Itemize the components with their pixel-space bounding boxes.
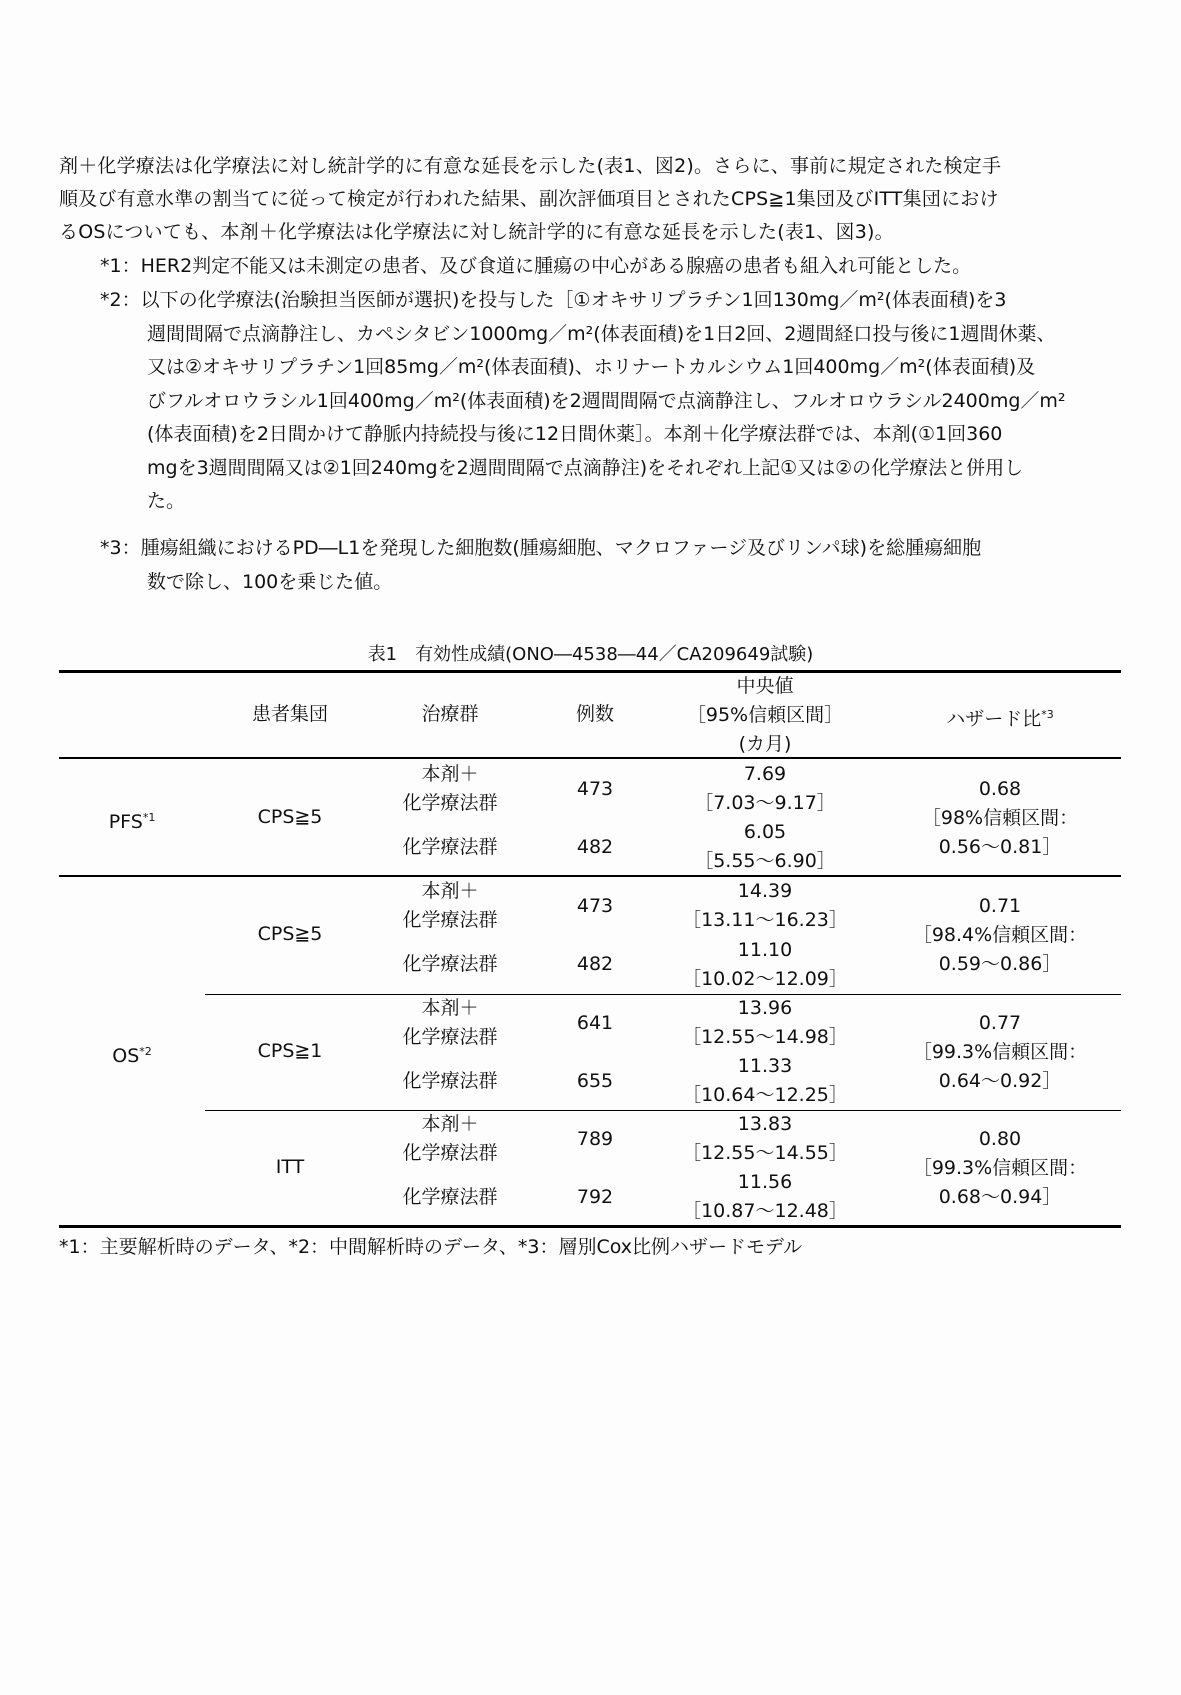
median-ci: ［5.55～6.90］	[694, 850, 836, 872]
n-cell: 655	[576, 1070, 614, 1092]
hr-value: 0.68	[978, 778, 1022, 800]
table-caption: 表1 有効性成績(ONO―4538―44／CA209649試験)	[367, 644, 814, 665]
n-cell: 641	[576, 1012, 614, 1034]
endpoint-label: PFS	[108, 811, 143, 833]
hr-ci: 0.64～0.92］	[938, 1070, 1062, 1092]
header-median-line: (カ月)	[738, 733, 792, 755]
treatment-cell	[375, 994, 525, 1052]
treatment-cell: 化学療法群	[402, 1070, 498, 1092]
note-line: びフルオロウラシル1回400mg／m²(体表面積)を2週間間隔で点滴静注し、フルオロウラシル2400mg／m²	[147, 389, 1066, 412]
hr-ci: 0.59～0.86］	[938, 953, 1062, 975]
median-ci: ［10.02～12.09］	[682, 968, 848, 990]
median-cell	[650, 818, 880, 876]
endpoint-label: OS	[112, 1045, 140, 1067]
note-3	[100, 532, 1123, 599]
treatment-cell	[375, 877, 525, 935]
population-cell: CPS≧1	[257, 1040, 323, 1062]
median-ci: ［7.03～9.17］	[694, 792, 836, 814]
n-cell: 473	[576, 895, 614, 917]
median-value: 7.69	[743, 763, 787, 785]
hr-cell	[880, 1009, 1120, 1096]
note-line: 又は②オキサリプラチン1回85mg／m²(体表面積)、ホリナートカルシウム1回400mg／m²(体表面積)及	[147, 356, 1036, 378]
treatment-line: 化学療法群	[402, 909, 498, 931]
median-cell	[650, 877, 880, 935]
hr-ci-label: ［99.3%信頼区間：	[912, 1157, 1088, 1179]
treatment-line: 本剤＋	[421, 763, 479, 785]
treatment-cell: 化学療法群	[402, 1186, 498, 1208]
median-value: 13.83	[737, 1113, 793, 1135]
median-value: 6.05	[743, 821, 787, 843]
hr-ci: 0.56～0.81］	[938, 836, 1062, 858]
hr-ci-label: ［98%信頼区間：	[921, 807, 1079, 829]
treatment-cell: 化学療法群	[402, 836, 498, 858]
table-bottom-rule	[59, 1225, 1121, 1228]
hr-cell	[880, 892, 1120, 979]
treatment-cell	[375, 760, 525, 818]
section-rule	[59, 875, 1121, 877]
note-line: *2：以下の化学療法(治験担当医師が選択)を投与した［①オキサリプラチン1回130mg／m²(体表面積)を3	[100, 289, 1007, 311]
median-cell	[650, 994, 880, 1052]
header-treatment: 治療群	[421, 703, 479, 725]
body-line: るOSについても、本剤＋化学療法は化学療法に対し統計学的に有意な延長を示した(表1、図3)。	[59, 221, 894, 243]
median-ci: ［10.87～12.48］	[682, 1200, 848, 1222]
header-population: 患者集団	[251, 703, 328, 725]
endpoint-sup: *1	[142, 811, 156, 824]
median-value: 14.39	[737, 880, 793, 902]
hr-ci: 0.68～0.94］	[938, 1186, 1062, 1208]
note-line: (体表面積)を2日間かけて静脈内持続投与後に12日間休薬］。本剤＋化学療法群では、本剤(①1回360	[147, 423, 1003, 445]
median-value: 11.56	[737, 1171, 793, 1193]
header-median-line: ［95%信頼区間］	[686, 704, 844, 726]
median-ci: ［13.11～16.23］	[682, 909, 848, 931]
median-cell	[650, 1052, 880, 1110]
hr-ci-label: ［98.4%信頼区間：	[912, 924, 1088, 946]
n-cell: 482	[576, 836, 614, 858]
treatment-line: 化学療法群	[402, 792, 498, 814]
table-top-rule	[59, 670, 1121, 673]
body-paragraph	[59, 150, 1123, 249]
median-value: 13.96	[737, 997, 793, 1019]
body-line: 剤＋化学療法は化学療法に対し統計学的に有意な延長を示した(表1、図2)。さらに、事前に規定された検定手	[59, 155, 1002, 177]
median-value: 11.10	[737, 939, 793, 961]
n-cell: 792	[576, 1186, 614, 1208]
note-line: た。	[147, 490, 186, 512]
header-hr-label: ハザード比	[946, 708, 1042, 730]
treatment-cell	[375, 1110, 525, 1168]
median-value: 11.33	[737, 1055, 793, 1077]
hr-cell	[880, 1125, 1120, 1212]
median-cell	[650, 1168, 880, 1226]
hr-value: 0.71	[978, 895, 1022, 917]
hr-value: 0.77	[978, 1012, 1022, 1034]
hr-value: 0.80	[978, 1128, 1022, 1150]
treatment-line: 本剤＋	[421, 880, 479, 902]
header-hr	[880, 700, 1120, 734]
header-rule	[59, 757, 1121, 759]
endpoint-os	[59, 1037, 205, 1071]
endpoint-sup: *2	[139, 1045, 152, 1058]
median-ci: ［12.55～14.98］	[682, 1026, 848, 1048]
note-line: *1：HER2判定不能又は未測定の患者、及び食道に腫瘍の中心がある腺癌の患者も組入れ可能とした。	[100, 255, 972, 277]
median-cell	[650, 760, 880, 818]
hr-ci-label: ［99.3%信頼区間：	[912, 1041, 1088, 1063]
note-1	[100, 250, 1123, 284]
median-ci: ［12.55～14.55］	[682, 1142, 848, 1164]
treatment-cell: 化学療法群	[402, 953, 498, 975]
n-cell: 789	[576, 1128, 614, 1150]
treatment-line: 化学療法群	[402, 1142, 498, 1164]
population-cell: ITT	[275, 1156, 305, 1178]
header-median	[650, 672, 880, 759]
treatment-line: 本剤＋	[421, 1113, 479, 1135]
population-cell: CPS≧5	[257, 806, 323, 828]
median-ci: ［10.64～12.25］	[682, 1084, 848, 1106]
n-cell: 473	[576, 778, 614, 800]
body-line: 順及び有意水準の割当てに従って検定が行われた結果、副次評価項目とされたCPS≧1集団及びITT集団におけ	[59, 188, 999, 210]
note-2	[100, 284, 1123, 519]
header-hr-sup: *3	[1041, 708, 1054, 721]
hr-cell	[880, 775, 1120, 862]
note-line: mgを3週間間隔又は②1回240mgを2週間間隔で点滴静注)をそれぞれ上記①又は②の化学療法と併用し	[147, 456, 1024, 479]
endpoint-pfs	[59, 803, 205, 837]
table-footnote: *1：主要解析時のデータ、*2：中間解析時のデータ、*3：層別Cox比例ハザードモデル	[59, 1236, 803, 1258]
note-line: *3：腫瘍組織におけるPD―L1を発現した細胞数(腫瘍細胞、マクロファージ及びリンパ球)を総腫瘍細胞	[100, 537, 982, 559]
treatment-line: 本剤＋	[421, 997, 479, 1019]
header-median-line: 中央値	[736, 675, 794, 697]
note-line: 数で除し、100を乗じた値。	[147, 570, 393, 593]
header-n: 例数	[575, 703, 614, 725]
treatment-line: 化学療法群	[402, 1026, 498, 1048]
population-cell: CPS≧5	[257, 923, 323, 945]
median-cell	[650, 936, 880, 994]
median-cell	[650, 1110, 880, 1168]
n-cell: 482	[576, 953, 614, 975]
note-line: 週間間隔で点滴静注し、カペシタビン1000mg／m²(体表面積)を1日2回、2週間経口投与後に1週間休薬、	[147, 322, 1056, 345]
